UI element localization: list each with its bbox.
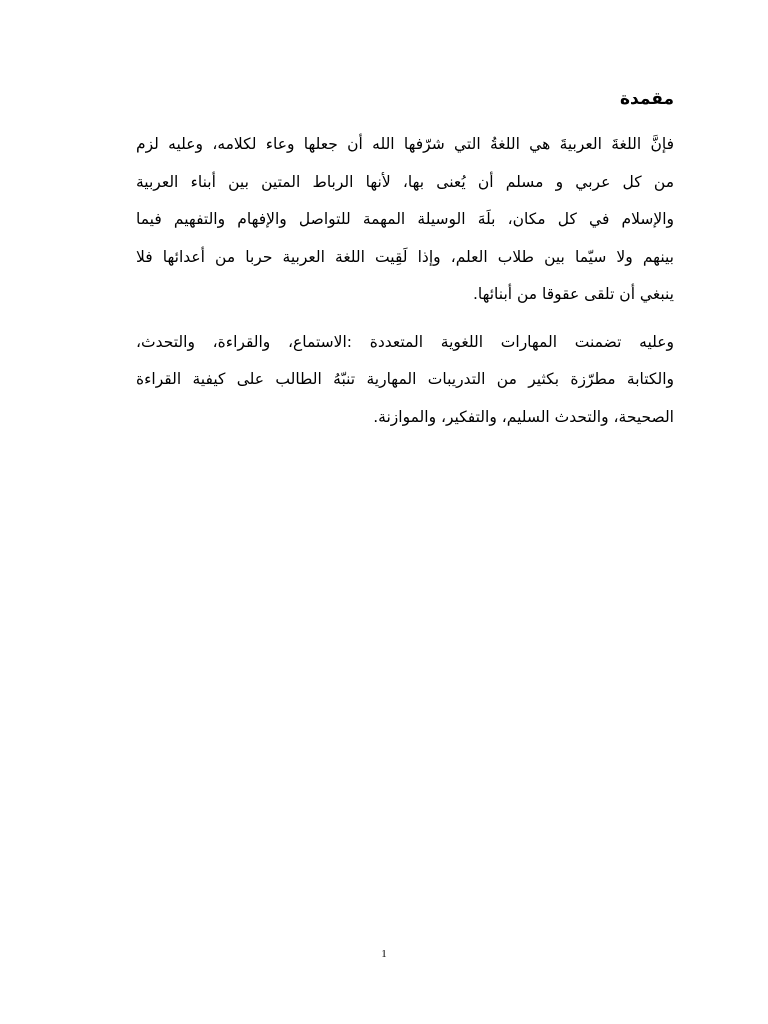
paragraph-line: والكتابة مطرّزة بكثير من التدريبات المهارية تنبّهُ الطالب على كيفية القراءة (136, 370, 674, 388)
paragraph-skills (136, 324, 674, 437)
paragraph-line: وعليه تضمنت المهارات اللغوية المتعددة :الاستماع، والقراءة، والتحدث، (136, 332, 674, 351)
page-heading: مقمدة (619, 89, 674, 109)
page-content (136, 84, 674, 436)
paragraph-line: بينهم ولا سيّما بين طلاب العلم، وإذا لَقِيت اللغة العربية حربا من أعدائها فلا (136, 247, 674, 266)
paragraph-introduction (136, 126, 674, 314)
paragraph-line: فإنَّ اللغةَ العربيةَ هي اللغةُ التي شرّفها الله أن جعلها وعاء لكلامه، وعليه لزم (136, 135, 674, 153)
page-number: 1 (381, 948, 387, 960)
paragraph-line: الصحيحة، والتحدث السليم، والتفكير، والموازنة. (373, 407, 674, 426)
paragraph-line: ينبغي أن تلقى عقوقا من أبنائها. (472, 285, 674, 303)
paragraph-line: من كل عربي و مسلم أن يُعنى بها، لأنها الرباط المتين بين أبناء العربية (136, 172, 674, 191)
paragraph-line: والإسلام في كل مكان، بلَهَ الوسيلة المهمة للتواصل والإفهام والتفهيم فيما (136, 210, 674, 228)
